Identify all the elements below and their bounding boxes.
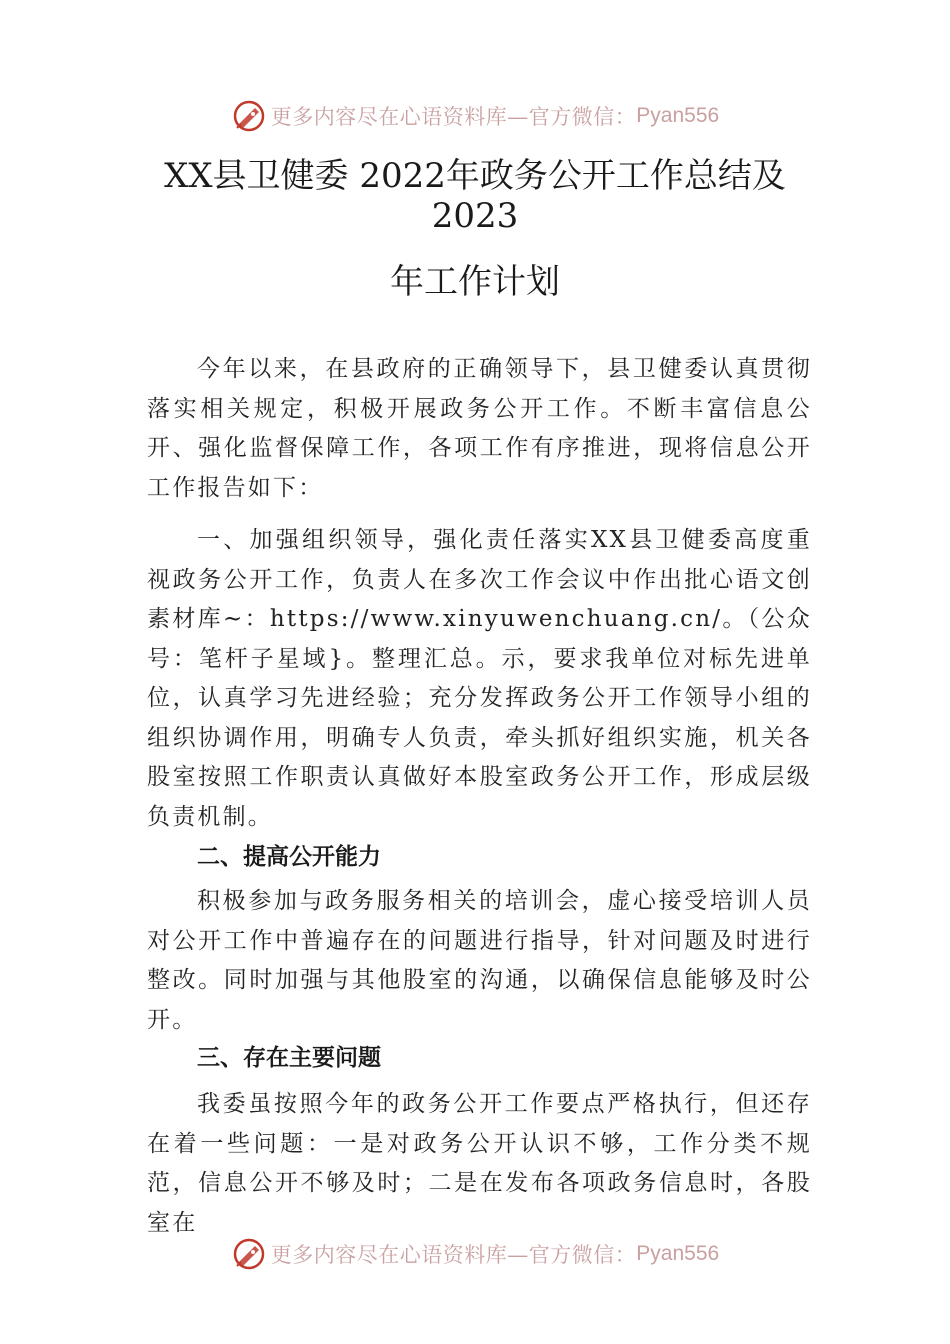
pen-nib-logo-icon bbox=[231, 1236, 267, 1272]
watermark-wechat-id: Pyan556 bbox=[636, 104, 720, 127]
document-title-line2: 2023 bbox=[431, 196, 519, 236]
section2-heading: 二、提高公开能力 bbox=[197, 844, 381, 870]
document-title-line3: 年工作计划 bbox=[390, 262, 560, 302]
header-watermark bbox=[0, 96, 950, 136]
document-title-line1: XX县卫健委 2022年政务公开工作总结及 bbox=[164, 156, 786, 196]
footer-watermark bbox=[0, 1234, 950, 1274]
watermark-text: 更多内容尽在心语资料库—官方微信： bbox=[270, 1243, 637, 1267]
section1-paragraph: 一、加强组织领导，强化责任落实XX县卫健委高度重视政务公开工作，负责人在多次工作会议中作出批心语文创素材库~：https://www.xinyuwenchuang.cn/。（公众号：笔杆子星域}。整理汇总。示，要求我单位对标先进单位，认真学习先进经验；充分发挥政务公开工作领导小组的组织协调作用，明确专人负责，牵头抓好组织实施，机关各股室按照工作职责认真做好本股室政务公开工作，形成层级负责机制。 bbox=[147, 527, 812, 830]
section2-paragraph: 积极参加与政务服务相关的培训会，虚心接受培训人员对公开工作中普遍存在的问题进行指导，针对问题及时进行整改。同时加强与其他股室的沟通，以确保信息能够及时公开。 bbox=[147, 888, 812, 1033]
pen-nib-logo-icon bbox=[231, 98, 267, 134]
intro-paragraph: 今年以来，在县政府的正确领导下，县卫健委认真贯彻落实相关规定，积极开展政务公开工作。不断丰富信息公开、强化监督保障工作，各项工作有序推进，现将信息公开工作报告如下： bbox=[147, 356, 812, 501]
section3-heading: 三、存在主要问题 bbox=[197, 1045, 381, 1071]
watermark-text: 更多内容尽在心语资料库—官方微信： bbox=[270, 105, 637, 129]
watermark-wechat-id: Pyan556 bbox=[636, 1242, 720, 1265]
section3-paragraph: 我委虽按照今年的政务公开工作要点严格执行，但还存在着一些问题：一是对政务公开认识不够，工作分类不规范，信息公开不够及时；二是在发布各项政务信息时，各股室在 bbox=[147, 1091, 812, 1236]
